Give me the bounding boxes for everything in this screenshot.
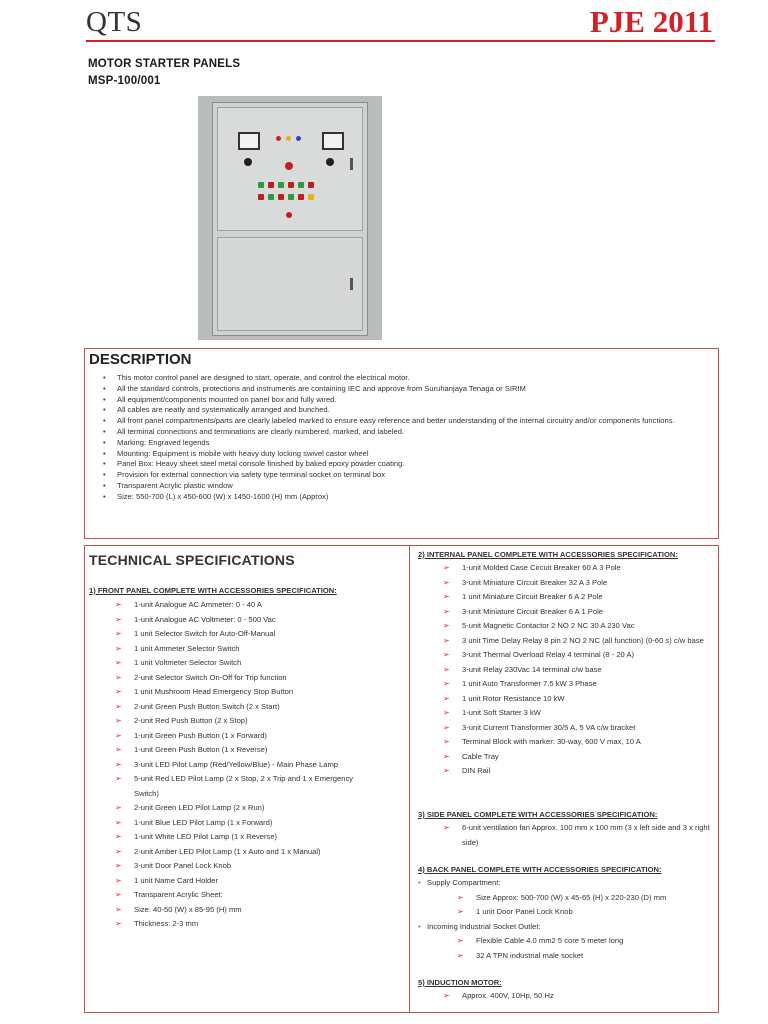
list-item: ➢ 5-unit Magnetic Contactor 2 NO 2 NC 30 A 230 Vac [443,619,713,634]
list-item: ➢ 1 unit Door Panel Lock Knob [457,905,708,920]
list-item: ➢ Size: 40-50 (W) x 85-95 (H) mm [115,903,373,918]
list-item: ➢ 5-unit Red LED Pilot Lamp (2 x Stop, 2 x Trip and 1 x Emergency Switch) [115,772,373,801]
side-panel-list [443,821,713,850]
list-item: ➢ 2-unit Red Push Button (2 x Stop) [115,714,373,729]
red-lamp-icon [276,136,281,141]
cabinet-illustration [212,102,368,336]
list-item: ➢ Terminal Block with marker: 30-way, 600 V max, 10 A [443,735,713,750]
list-item: ➢ Thickness: 2-3 mm [115,917,373,932]
door-lock-icon [350,278,353,290]
list-item: • This motor control panel are designed to start, operate, and control the electrical motor. [103,373,713,384]
side-panel-title: 3) SIDE PANEL COMPLETE WITH ACCESSORIES SPECIFICATION: [418,810,658,819]
amber-button-icon [308,194,314,200]
product-name: MOTOR STARTER PANELS [88,58,241,70]
yellow-lamp-icon [286,136,291,141]
list-item: • All the standard controls, protections and instruments are containing IEC and approve from Suruhanjaya Tenaga or SIRIM [103,384,713,395]
list-item: ➢ Flexible Cable 4.0 mm2 5 core 5 meter long [457,934,708,949]
list-item: • Marking: Engraved legends [103,438,713,449]
voltmeter-icon [322,132,344,150]
list-item: • All front panel compartments/parts are clearly labeled marked to ensure easy reference and better understanding of the internal circuitry and/or components functions. [103,416,713,427]
list-item: ➢ 1 unit Ammeter Selector Switch [115,642,373,657]
list-item: ➢ 1-unit Soft Starter 3 kW [443,706,713,721]
list-item: ➢ 1-unit Analogue AC Voltmeter: 0 - 500 Vac [115,613,373,628]
list-item: • All cables are neatly and systematically arranged and bunched. [103,405,713,416]
list-item: ➢ 1 unit Voltmeter Selector Switch [115,656,373,671]
door-lock-icon [350,158,353,170]
list-item: ➢ 1 unit Rotor Resistance 10 kW [443,692,713,707]
selector-switch-icon [326,158,334,166]
list-item: ➢ 1-unit White LED Pilot Lamp (1 x Reverse) [115,830,373,845]
group-items [427,934,708,963]
list-group [418,876,708,920]
list-item: ➢ 3-unit Relay 230Vac 14 terminal c/w base [443,663,713,678]
green-button-icon [268,194,274,200]
red-button-icon [298,194,304,200]
list-item: ➢ 1 unit Name Card Holder [115,874,373,889]
red-button-icon [308,182,314,188]
list-item: ➢ 3-unit Thermal Overload Relay 4 terminal (8 - 20 A) [443,648,713,663]
specifications-heading: TECHNICAL SPECIFICATIONS [89,552,295,568]
list-item: ➢ 1-unit Blue LED Pilot Lamp (1 x Forward) [115,816,373,831]
list-item: ➢ 2-unit Amber LED Pilot Lamp (1 x Auto and 1 x Manual) [115,845,373,860]
list-item: ➢ Cable Tray [443,750,713,765]
ammeter-icon [238,132,260,150]
emergency-stop-icon [285,162,293,170]
induction-motor-title: 5) INDUCTION MOTOR: [418,978,502,987]
induction-motor-list [443,989,713,1004]
description-heading: DESCRIPTION [89,351,192,368]
cabinet-upper-door [217,107,363,231]
selector-switch-icon [244,158,252,166]
list-item: ➢ Size Approx: 500-700 (W) x 45-65 (H) x 220-230 (D) mm [457,891,708,906]
green-button-icon [288,194,294,200]
list-item: • Panel Box: Heavy sheet steel metal console finished by baked epoxy powder coating. [103,459,713,470]
product-model: MSP-100/001 [88,75,161,87]
front-panel-title: 1) FRONT PANEL COMPLETE WITH ACCESSORIES SPECIFICATION: [89,586,337,595]
list-item: • Size: 550-700 (L) x 450-600 (W) x 1450-1600 (H) mm (Approx) [103,492,713,503]
list-item: • All equipment/components mounted on panel box and fully wired. [103,395,713,406]
red-button-icon [268,182,274,188]
front-panel-list [115,598,373,932]
red-button-icon [278,194,284,200]
green-button-icon [298,182,304,188]
product-title [88,56,240,90]
list-item: • Provision for external connection via safety type terminal socket on terminal box [103,470,713,481]
technical-specifications-section [84,545,719,1013]
list-item: ➢ 32 A TPN industrial male socket [457,949,708,964]
list-item: ➢ 2-unit Green Push Button Switch (2 x Start) [115,700,373,715]
internal-panel-list [443,561,713,779]
column-divider [409,546,410,1012]
list-item: ➢ Transparent Acrylic Sheet: [115,888,373,903]
stop-button-icon [286,212,292,218]
list-item: ➢ 1 unit Miniature Circuit Breaker 6 A 2 Pole [443,590,713,605]
list-item: ➢ 1-unit Green Push Button (1 x Forward) [115,729,373,744]
list-item: ➢ 1-unit Analogue AC Ammeter: 0 - 40 A [115,598,373,613]
list-item: ➢ 6-unit ventilation fan Approx. 100 mm x 100 mm (3 x left side and 3 x right side) [443,821,713,850]
list-item: ➢ Approx. 400V, 10Hp, 50 Hz [443,989,713,1004]
cabinet-lower-door [217,237,363,331]
list-item: ➢ 3-unit LED Pilot Lamp (Red/Yellow/Blue) - Main Phase Lamp [115,758,373,773]
list-item: • Mounting: Equipment is mobile with heavy duty locking swivel castor wheel [103,449,713,460]
list-item: ➢ 3-unit Miniature Circuit Breaker 6 A 1 Pole [443,605,713,620]
list-item: ➢ 1 unit Mushroom Head Emergency Stop Button [115,685,373,700]
red-button-icon [258,194,264,200]
company-logo-text: QTS [86,6,143,38]
list-item: ➢ 3-unit Current Transformer 30/5 A, 5 VA c/w bracket [443,721,713,736]
group-label: Supply Compartment: [427,878,501,887]
back-panel-groups [418,876,708,963]
list-item: ➢ DIN Rail [443,764,713,779]
internal-panel-title: 2) INTERNAL PANEL COMPLETE WITH ACCESSORIES SPECIFICATION: [418,550,678,559]
list-item: ➢ 1-unit Green Push Button (1 x Reverse) [115,743,373,758]
document-code: PJE 2011 [589,4,713,39]
description-list [103,373,713,503]
list-item: ➢ 3 unit Time Delay Relay 8 pin 2 NO 2 NC (all function) (0-60 s) c/w base [443,634,713,649]
list-item: ➢ 3-unit Door Panel Lock Knob [115,859,373,874]
group-label: Incoming Industrial Socket Outlet: [427,921,541,931]
list-item: ➢ 1-unit Molded Case Circuit Breaker 60 A 3 Pole [443,561,713,576]
product-photo [198,96,382,340]
description-section [84,348,719,539]
green-button-icon [258,182,264,188]
list-group [418,920,708,964]
group-items [427,891,708,920]
header-divider [86,40,715,42]
list-item: ➢ 3-unit Miniature Circuit Breaker 32 A 3 Pole [443,576,713,591]
green-button-icon [278,182,284,188]
red-button-icon [288,182,294,188]
list-item: ➢ 1 unit Auto Transformer 7.5 kW 3 Phase [443,677,713,692]
list-item: ➢ 2-unit Green LED Pilot Lamp (2 x Run) [115,801,373,816]
list-item: • Transparent Acrylic plastic window [103,481,713,492]
list-item: ➢ 1 unit Selector Switch for Auto-Off-Manual [115,627,373,642]
back-panel-title: 4) BACK PANEL COMPLETE WITH ACCESSORIES SPECIFICATION: [418,865,662,874]
list-item: ➢ 2-unit Selector Switch On-Off for Trip function [115,671,373,686]
blue-lamp-icon [296,136,301,141]
list-item: • All terminal connections and terminations are clearly numbered, marked, and labeled. [103,427,713,438]
back-panel-list [418,876,708,963]
